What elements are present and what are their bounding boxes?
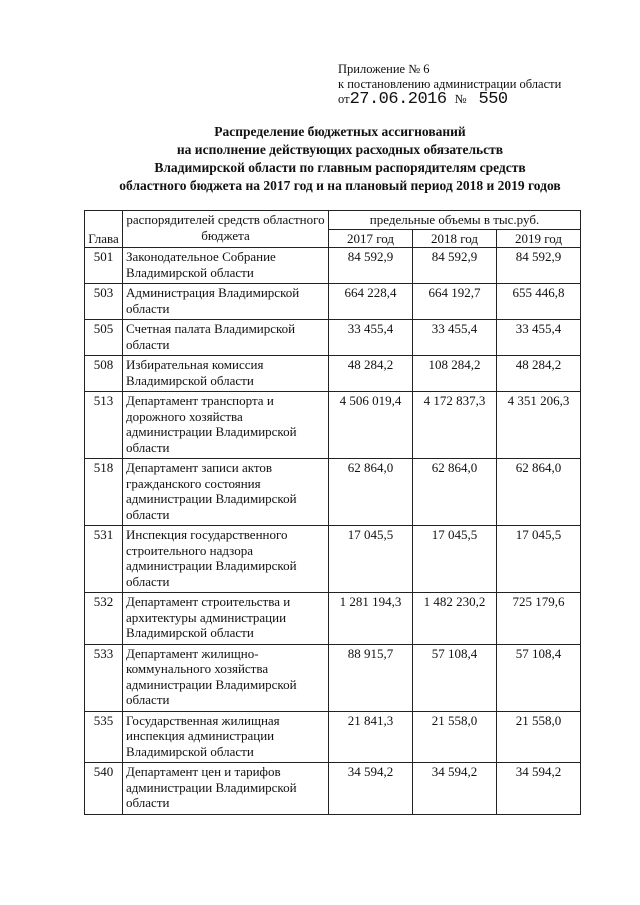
header-name: распорядителей средств областного бюджета <box>123 211 329 248</box>
row-value-2018: 17 045,5 <box>413 526 497 593</box>
row-name: Департамент записи актов гражданского состояния администрации Владимирской области <box>123 459 329 526</box>
annex-date-line <box>338 92 561 107</box>
row-value-2019: 34 594,2 <box>497 763 581 815</box>
row-value-2019: 725 179,6 <box>497 593 581 645</box>
row-value-2019: 57 108,4 <box>497 644 581 711</box>
row-value-2018: 664 192,7 <box>413 284 497 320</box>
decree-number: 550 <box>478 90 508 109</box>
row-code: 532 <box>85 593 123 645</box>
row-value-2017: 4 506 019,4 <box>329 392 413 459</box>
row-value-2018: 62 864,0 <box>413 459 497 526</box>
table-row <box>85 644 581 711</box>
row-code: 518 <box>85 459 123 526</box>
row-name: Законодательное Собрание Владимирской области <box>123 248 329 284</box>
row-code: 531 <box>85 526 123 593</box>
row-name: Департамент транспорта и дорожного хозяйства администрации Владимирской области <box>123 392 329 459</box>
title-line-4: областного бюджета на 2017 год и на плановый период 2018 и 2019 годов <box>119 178 561 193</box>
row-value-2018: 34 594,2 <box>413 763 497 815</box>
row-name: Государственная жилищная инспекция администрации Владимирской области <box>123 711 329 763</box>
row-value-2017: 62 864,0 <box>329 459 413 526</box>
title-line-3: Владимирской области по главным распорядителям средств <box>154 160 526 175</box>
table-row <box>85 284 581 320</box>
row-value-2019: 21 558,0 <box>497 711 581 763</box>
header-amounts: предельные объемы в тыс.руб. <box>329 211 581 230</box>
header-year-2017: 2017 год <box>329 229 413 248</box>
row-code: 540 <box>85 763 123 815</box>
row-value-2018: 1 482 230,2 <box>413 593 497 645</box>
row-code: 513 <box>85 392 123 459</box>
row-code: 505 <box>85 320 123 356</box>
table-row <box>85 248 581 284</box>
row-value-2018: 57 108,4 <box>413 644 497 711</box>
row-value-2017: 33 455,4 <box>329 320 413 356</box>
document-title <box>60 123 620 195</box>
row-value-2017: 88 915,7 <box>329 644 413 711</box>
row-value-2019: 33 455,4 <box>497 320 581 356</box>
annex-decree-line: к постановлению администрации области <box>338 77 562 91</box>
row-name: Администрация Владимирской области <box>123 284 329 320</box>
table-row <box>85 763 581 815</box>
row-value-2017: 664 228,4 <box>329 284 413 320</box>
decree-date: 27.06.2016 <box>349 90 447 109</box>
header-year-2018: 2018 год <box>413 229 497 248</box>
row-name: Избирательная комиссия Владимирской области <box>123 356 329 392</box>
row-value-2019: 4 351 206,3 <box>497 392 581 459</box>
table-row <box>85 593 581 645</box>
row-value-2019: 84 592,9 <box>497 248 581 284</box>
row-name: Департамент жилищно-коммунального хозяйства администрации Владимирской области <box>123 644 329 711</box>
table-row <box>85 392 581 459</box>
number-label: № <box>454 92 467 106</box>
row-value-2017: 48 284,2 <box>329 356 413 392</box>
budget-table <box>84 210 581 815</box>
row-name: Департамент цен и тарифов администрации Владимирской области <box>123 763 329 815</box>
table-row <box>85 459 581 526</box>
row-value-2017: 21 841,3 <box>329 711 413 763</box>
title-line-2: на исполнение действующих расходных обязательств <box>176 142 504 157</box>
row-value-2018: 84 592,9 <box>413 248 497 284</box>
row-value-2018: 33 455,4 <box>413 320 497 356</box>
row-code: 501 <box>85 248 123 284</box>
table-row <box>85 320 581 356</box>
row-value-2017: 34 594,2 <box>329 763 413 815</box>
row-name: Счетная палата Владимирской области <box>123 320 329 356</box>
row-code: 533 <box>85 644 123 711</box>
row-value-2019: 17 045,5 <box>497 526 581 593</box>
title-line-1: Распределение бюджетных ассигнований <box>214 124 466 139</box>
table-row <box>85 711 581 763</box>
row-code: 535 <box>85 711 123 763</box>
annex-line: Приложение № 6 <box>338 62 430 76</box>
date-prefix: от <box>338 92 350 106</box>
row-value-2018: 4 172 837,3 <box>413 392 497 459</box>
row-value-2017: 17 045,5 <box>329 526 413 593</box>
table-row <box>85 356 581 392</box>
header-chapter: Глава <box>85 211 123 248</box>
row-name: Инспекция государственного строительного надзора администрации Владимирской области <box>123 526 329 593</box>
row-value-2019: 655 446,8 <box>497 284 581 320</box>
header-year-2019: 2019 год <box>497 229 581 248</box>
row-value-2019: 48 284,2 <box>497 356 581 392</box>
row-name: Департамент строительства и архитектуры администрации Владимирской области <box>123 593 329 645</box>
row-value-2019: 62 864,0 <box>497 459 581 526</box>
row-code: 508 <box>85 356 123 392</box>
row-code: 503 <box>85 284 123 320</box>
row-value-2017: 1 281 194,3 <box>329 593 413 645</box>
row-value-2018: 108 284,2 <box>413 356 497 392</box>
annex-block <box>338 62 561 107</box>
row-value-2017: 84 592,9 <box>329 248 413 284</box>
table-row <box>85 526 581 593</box>
row-value-2018: 21 558,0 <box>413 711 497 763</box>
